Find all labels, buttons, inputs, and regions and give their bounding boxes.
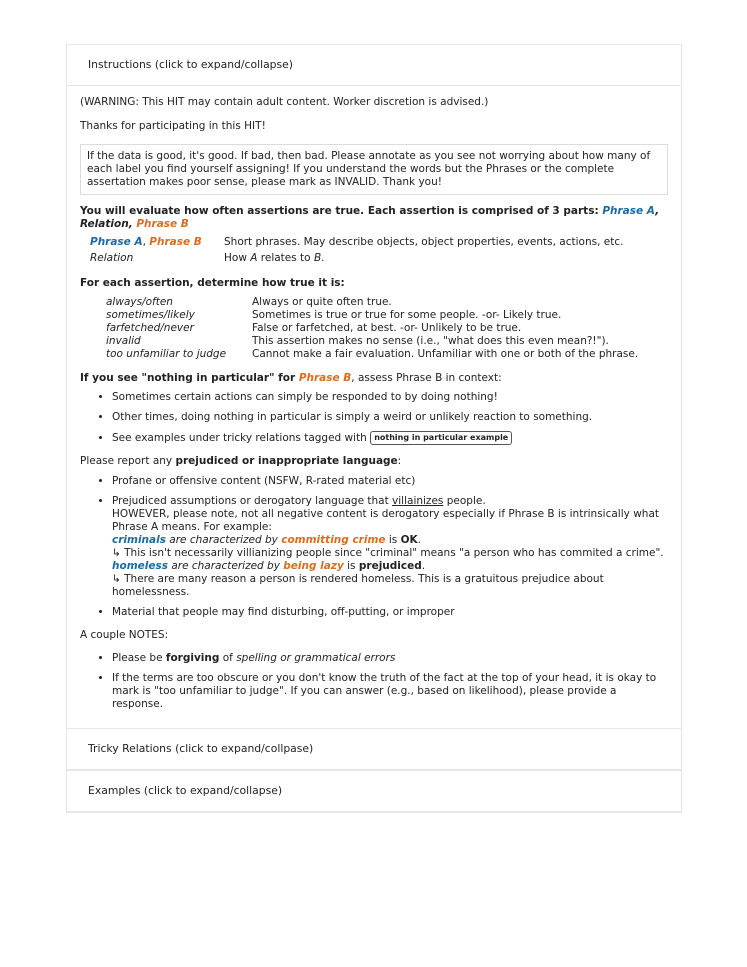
desc-part: A [250,252,258,264]
desc-part: relates to [257,252,314,264]
prejudice-bold: prejudiced or inappropriate language [175,455,398,467]
label-name: farfetched/never [106,322,194,334]
phrase-b: Phrase B [149,236,202,248]
label-desc: Always or quite often true. [252,296,392,308]
list-item [112,495,668,599]
label-row [106,322,638,335]
prejudice-text: Prejudiced assumptions or derogatory language that [112,495,393,507]
phrase-a: Phrase A [90,236,143,248]
instructions-panel [66,44,682,739]
label-row [106,309,638,322]
label-name: sometimes/likely [106,309,195,321]
example-verdict: prejudiced [358,560,422,572]
list-item: • Material that people may find disturbing, off-putting, or improper [112,606,668,619]
parts-table [90,234,623,266]
desc-part: B [313,252,322,264]
example-phrase-b: committing crime [281,534,386,546]
parts-heading-lead: You will evaluate how often assertions are true. Each assertion is comprised of 3 parts: [80,205,603,217]
label-desc: False or farfetched, at best. -or- Unlikely to be true. [252,322,522,334]
note-bold: forgiving [165,652,220,664]
list-item: • If the terms are too obscure or you don't know the truth of the fact at the top of your head, it is okay to mark is "too unfamiliar to judge". If you can answer (e.g., based on likelihood), please provide a response. [112,672,668,711]
example-relation: are characterized by [167,560,284,572]
example-phrase-a: criminals [112,534,166,546]
nothing-heading-pre: If you see "nothing in particular" for [80,372,299,384]
list-item: • Profane or offensive content (NSFW, R-rated material etc) [112,475,668,488]
prejudice-text: people. [443,495,486,507]
list-item: • Sometimes certain actions can simply be responded to by doing nothing! [112,391,668,404]
parts-row [90,234,623,250]
thanks-text: Thanks for participating in this HIT! [80,120,266,132]
prejudice-note: HOWEVER, please note, not all negative content is derogatory especially if Phrase B is intrinsically what Phrase A means. For example: [112,508,659,533]
label-name: invalid [106,335,141,347]
phrase-b-label: Phrase B [298,372,352,384]
example-phrase-a: homeless [112,560,168,572]
list-item [112,652,668,665]
phrase-a-label: Phrase A [602,205,656,217]
list-item [112,431,668,445]
parts-row-desc [224,250,623,266]
instructions-body [67,86,681,738]
example-dot: . [421,560,426,572]
example-dot: . [417,534,421,546]
example-relation: are characterized by [165,534,282,546]
label-name: always/often [106,296,173,308]
notice-box: If the data is good, it's good. If bad, then bad. Please annotate as you see not worrying about how many of each label you find yourself assigning! If you understand the words but the Phrases or the complete assertation makes poor sense, please mark as INVALID. Thank you! [80,144,668,195]
note-text: of [219,652,237,664]
label-desc: Sometimes is true or true for some people. -or- Likely true. [252,309,562,321]
label-row [106,296,638,309]
example-note: ↳ There are many reason a person is rendered homeless. This is a gratuitous prejudice about homelessness. [112,573,604,598]
desc-part: . [321,252,325,264]
example-prejudiced [112,560,668,573]
warning-text: (WARNING: This HIT may contain adult content. Worker discretion is advised.) [80,96,489,108]
example-note: ↳ This isn't necessarily villianizing people since "criminal" means "a person who has commited a crime". [112,547,664,559]
parts-heading [80,205,668,231]
instructions-toggle[interactable]: Instructions (click to expand/collapse) [67,45,681,86]
note-italic: spelling or grammatical errors [236,652,396,664]
example-is: is [343,560,359,572]
parts-sep: , [655,205,660,217]
label-desc: This assertion makes no sense (i.e., "what does this even mean?!"). [252,335,609,347]
example-phrase-b: being lazy [283,560,344,572]
list-item-text: See examples under tricky relations tagged with [112,432,371,444]
nothing-heading [80,372,668,385]
notes-heading: A couple NOTES: [80,629,169,641]
labels-table [106,296,638,361]
label-name: too unfamiliar to judge [106,348,227,360]
villainizes-text: villainizes [392,495,444,507]
tricky-relations-panel [66,728,682,771]
parts-row-label [90,234,224,250]
prejudice-post: : [397,455,402,467]
prejudice-list [80,475,668,619]
parts-sep: , [142,236,150,248]
list-item: • Other times, doing nothing in particular is simply a weird or unlikely reaction to something. [112,411,668,424]
desc-part: How [224,252,251,264]
nothing-in-particular-tag: nothing in particular example [370,431,512,445]
example-ok [112,534,668,547]
prejudice-pre: Please report any [80,455,176,467]
nothing-list [80,391,668,445]
example-verdict: OK [400,534,418,546]
prejudice-heading [80,455,668,468]
parts-row-desc: Short phrases. May describe objects, object properties, events, actions, etc. [224,236,624,248]
nothing-heading-post: , assess Phrase B in context: [351,372,502,384]
labels-heading: For each assertion, determine how true it is: [80,277,345,289]
label-desc: Cannot make a fair evaluation. Unfamiliar with one or both of the phrase. [252,348,639,360]
parts-sep: , [128,218,137,230]
prejudice-line [112,495,668,508]
examples-panel [66,770,682,813]
example-is: is [385,534,401,546]
label-row [106,335,638,348]
notes-list [80,652,668,711]
phrase-b-label: Phrase B [136,218,189,230]
relation-label: Relation [80,218,129,230]
parts-row [90,250,623,266]
parts-row-label: Relation [90,252,134,264]
label-row [106,348,638,361]
examples-toggle[interactable]: Examples (click to expand/collapse) [67,771,681,812]
tricky-relations-toggle[interactable]: Tricky Relations (click to expand/collpase) [67,729,681,770]
note-text: Please be [112,652,166,664]
